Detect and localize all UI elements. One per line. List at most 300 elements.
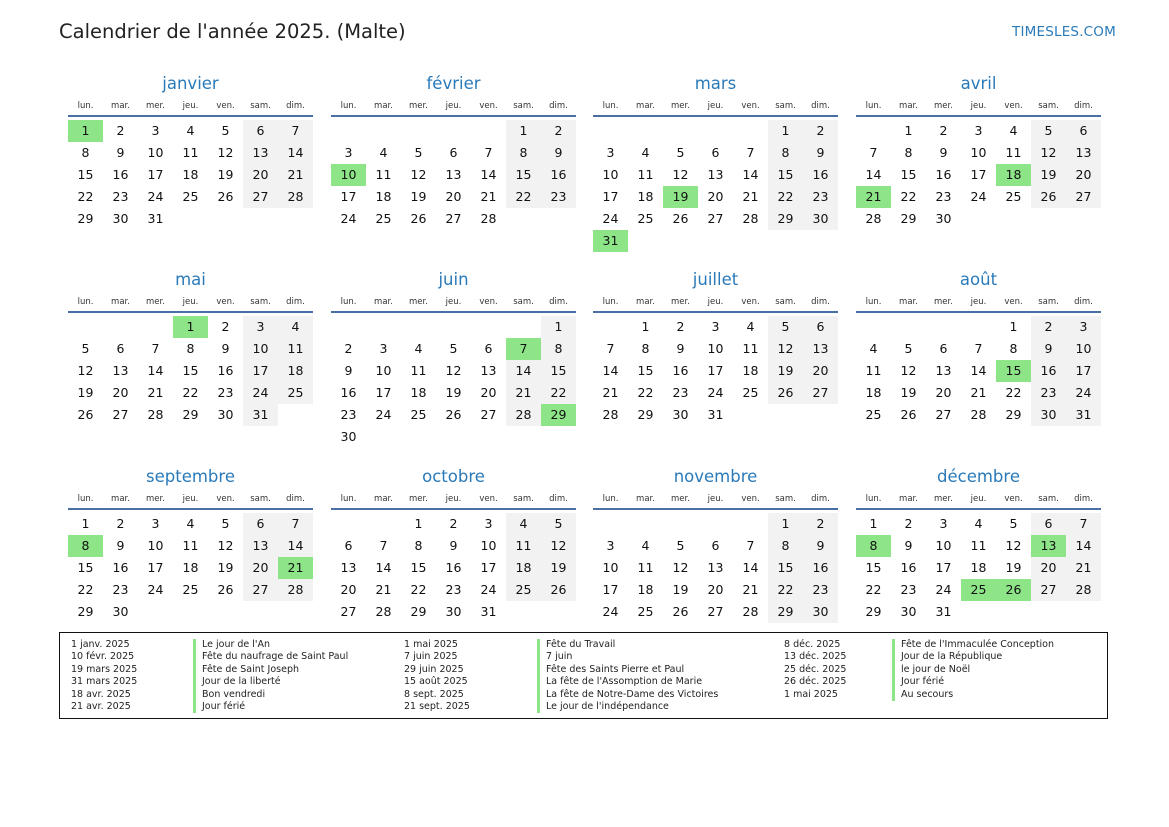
month-title: juin	[438, 270, 469, 289]
day-cell: 11	[637, 167, 654, 182]
day-cell: 18	[970, 560, 987, 575]
day-cell: 11	[182, 538, 199, 553]
day-cell: 19	[900, 385, 917, 400]
holiday-day-cell: 21	[278, 557, 313, 579]
day-cell: 29	[1005, 407, 1022, 422]
day-cell: 27	[803, 382, 838, 404]
day-cell: 23	[340, 407, 357, 422]
legend-date: 1 mai 2025	[784, 688, 838, 700]
day-cell: 24	[243, 382, 278, 404]
day-cell: 15	[865, 560, 882, 575]
day-cell: 14	[865, 167, 882, 182]
weekday-label: mer.	[409, 101, 428, 111]
day-cell: 3	[379, 341, 388, 356]
empty-cell	[593, 316, 628, 338]
weekday-label: dim.	[1074, 101, 1093, 111]
weekday-label: lun.	[865, 101, 882, 111]
day-cell: 22	[77, 582, 94, 597]
day-cell: 26	[541, 579, 576, 601]
days-grid	[68, 513, 313, 623]
day-cell: 3	[151, 516, 160, 531]
month-novembre	[593, 465, 838, 623]
empty-cell	[891, 316, 926, 338]
weekday-label: mer.	[934, 494, 953, 504]
weekday-label: dim.	[549, 297, 568, 307]
day-cell: 23	[1031, 382, 1066, 404]
day-cell: 9	[676, 341, 685, 356]
day-cell: 18	[182, 167, 199, 182]
empty-cell	[593, 120, 628, 142]
month-title: août	[959, 270, 998, 289]
day-cell: 9	[221, 341, 230, 356]
day-cell: 5	[676, 538, 685, 553]
empty-cell	[401, 120, 436, 142]
day-cell: 21	[742, 189, 759, 204]
days-grid	[68, 120, 313, 230]
day-cell: 1	[1009, 319, 1018, 334]
weekday-label: lun.	[340, 297, 357, 307]
day-cell: 19	[445, 385, 462, 400]
day-cell: 9	[803, 142, 838, 164]
empty-cell	[663, 513, 698, 535]
legend-dates-col-1	[71, 639, 137, 713]
day-cell: 13	[480, 363, 497, 378]
weekday-label: lun.	[77, 101, 94, 111]
weekday-label: dim.	[286, 297, 305, 307]
day-cell: 22	[865, 582, 882, 597]
holiday-day-cell: 1	[173, 316, 208, 338]
empty-cell	[436, 120, 471, 142]
day-cell: 4	[379, 145, 388, 160]
day-cell: 30	[112, 211, 129, 226]
day-cell: 30	[340, 429, 357, 444]
day-cell: 19	[410, 189, 427, 204]
day-cell: 2	[344, 341, 353, 356]
day-cell: 11	[182, 145, 199, 160]
weekday-label: mar.	[374, 494, 393, 504]
day-cell: 22	[768, 186, 803, 208]
weekday-label: dim.	[811, 494, 830, 504]
day-cell: 31	[147, 211, 164, 226]
weekday-label: sam.	[1038, 494, 1059, 504]
day-cell: 30	[445, 604, 462, 619]
day-cell: 24	[602, 604, 619, 619]
day-cell: 17	[243, 360, 278, 382]
day-cell: 10	[935, 538, 952, 553]
weekday-label: dim.	[549, 101, 568, 111]
day-cell: 10	[147, 145, 164, 160]
day-cell: 8	[414, 538, 423, 553]
day-cell: 31	[1066, 404, 1101, 426]
day-cell: 25	[742, 385, 759, 400]
weekday-label: dim.	[286, 494, 305, 504]
day-cell: 24	[707, 385, 724, 400]
day-cell: 1	[869, 516, 878, 531]
day-cell: 14	[1066, 535, 1101, 557]
month-title: septembre	[146, 467, 235, 486]
day-cell: 28	[1066, 579, 1101, 601]
weekday-label: jeu.	[707, 101, 724, 111]
day-cell: 14	[602, 363, 619, 378]
day-cell: 12	[217, 538, 234, 553]
day-cell: 5	[449, 341, 458, 356]
month-mars	[593, 72, 838, 252]
day-cell: 6	[449, 145, 458, 160]
month-janvier	[68, 72, 313, 230]
legend-holiday-name: La fête de Notre-Dame des Victoires	[537, 689, 718, 701]
weekday-label: sam.	[1038, 101, 1059, 111]
day-cell: 15	[77, 167, 94, 182]
weekday-label: jeu.	[182, 297, 199, 307]
day-cell: 3	[974, 123, 983, 138]
holiday-day-cell: 15	[996, 360, 1031, 382]
day-cell: 25	[1005, 189, 1022, 204]
weekday-label: mer.	[671, 101, 690, 111]
page-title: Calendrier de l'année 2025. (Malte)	[59, 20, 406, 43]
days-grid	[331, 513, 576, 623]
day-cell: 20	[935, 385, 952, 400]
day-cell: 20	[1031, 557, 1066, 579]
month-septembre	[68, 465, 313, 623]
day-cell: 23	[217, 385, 234, 400]
weekday-label: sam.	[775, 297, 796, 307]
day-cell: 20	[480, 385, 497, 400]
days-grid	[593, 316, 838, 426]
day-cell: 7	[869, 145, 878, 160]
day-cell: 29	[865, 604, 882, 619]
days-grid	[856, 316, 1101, 426]
day-cell: 19	[672, 582, 689, 597]
day-cell: 12	[672, 167, 689, 182]
day-cell: 9	[803, 535, 838, 557]
month-title: avril	[960, 74, 997, 93]
weekday-label: mar.	[636, 101, 655, 111]
day-cell: 23	[445, 582, 462, 597]
day-cell: 16	[112, 167, 129, 182]
weekday-label: lun.	[602, 297, 619, 307]
day-cell: 13	[707, 560, 724, 575]
day-cell: 24	[1066, 382, 1101, 404]
empty-cell	[926, 316, 961, 338]
holiday-day-cell: 1	[68, 120, 103, 142]
day-cell: 1	[904, 123, 913, 138]
day-cell: 28	[278, 186, 313, 208]
day-cell: 12	[445, 363, 462, 378]
month-title: novembre	[673, 467, 758, 486]
day-cell: 7	[379, 538, 388, 553]
day-cell: 7	[746, 145, 755, 160]
day-cell: 9	[904, 538, 913, 553]
day-cell: 30	[803, 208, 838, 230]
weekday-label: dim.	[286, 101, 305, 111]
day-cell: 3	[344, 145, 353, 160]
legend-names-col-2	[537, 639, 718, 713]
day-cell: 28	[278, 579, 313, 601]
month-divider	[856, 115, 1101, 117]
day-cell: 29	[768, 208, 803, 230]
legend-holiday-name: Au secours	[892, 689, 1054, 701]
day-cell: 2	[1031, 316, 1066, 338]
day-cell: 10	[147, 538, 164, 553]
brand-link[interactable]: TIMESLES.COM	[1012, 24, 1116, 40]
day-cell: 11	[742, 341, 759, 356]
legend-holiday-name: Fête de Saint Joseph	[193, 664, 348, 676]
legend-dates-col-2	[404, 639, 470, 713]
day-cell: 23	[803, 186, 838, 208]
day-cell: 24	[147, 189, 164, 204]
day-cell: 16	[340, 385, 357, 400]
day-cell: 14	[742, 560, 759, 575]
day-cell: 18	[742, 363, 759, 378]
day-cell: 2	[541, 120, 576, 142]
day-cell: 28	[742, 211, 759, 226]
legend-holiday-name: Jour férié	[892, 676, 1054, 688]
legend-date: 1 janv. 2025	[71, 639, 130, 650]
day-cell: 25	[182, 189, 199, 204]
day-cell: 6	[803, 316, 838, 338]
day-cell: 13	[445, 167, 462, 182]
holiday-day-cell: 29	[541, 404, 576, 426]
weekday-label: sam.	[513, 101, 534, 111]
weekday-header	[856, 99, 1101, 113]
day-cell: 22	[768, 579, 803, 601]
holiday-day-cell: 19	[663, 186, 698, 208]
weekday-label: mar.	[374, 101, 393, 111]
weekday-label: sam.	[250, 494, 271, 504]
day-cell: 13	[340, 560, 357, 575]
weekday-label: sam.	[775, 101, 796, 111]
day-cell: 19	[1031, 164, 1066, 186]
day-cell: 8	[1009, 341, 1018, 356]
day-cell: 19	[768, 360, 803, 382]
day-cell: 21	[480, 189, 497, 204]
holiday-day-cell: 25	[961, 579, 996, 601]
day-cell: 5	[221, 123, 230, 138]
day-cell: 24	[375, 407, 392, 422]
day-cell: 17	[340, 189, 357, 204]
day-cell: 12	[410, 167, 427, 182]
day-cell: 15	[900, 167, 917, 182]
day-cell: 20	[445, 189, 462, 204]
day-cell: 26	[672, 604, 689, 619]
day-cell: 23	[541, 186, 576, 208]
weekday-label: lun.	[77, 494, 94, 504]
empty-cell	[961, 316, 996, 338]
legend-date: 21 sept. 2025	[404, 700, 470, 712]
holiday-day-cell: 8	[68, 535, 103, 557]
weekday-label: lun.	[865, 494, 882, 504]
day-cell: 20	[1066, 164, 1101, 186]
weekday-header	[331, 99, 576, 113]
day-cell: 24	[935, 582, 952, 597]
day-cell: 19	[217, 167, 234, 182]
day-cell: 22	[637, 385, 654, 400]
day-cell: 17	[147, 560, 164, 575]
day-cell: 30	[803, 601, 838, 623]
day-cell: 11	[506, 535, 541, 557]
day-cell: 14	[278, 142, 313, 164]
day-cell: 9	[344, 363, 353, 378]
legend-date: 21 avr. 2025	[71, 700, 131, 712]
legend-holiday-name: Le jour de l'indépendance	[537, 701, 718, 713]
weekday-label: lun.	[340, 494, 357, 504]
legend-names-col-3	[892, 639, 1054, 701]
weekday-label: jeu.	[707, 297, 724, 307]
weekday-label: sam.	[1038, 297, 1059, 307]
day-cell: 9	[939, 145, 948, 160]
day-cell: 1	[768, 513, 803, 535]
day-cell: 10	[480, 538, 497, 553]
empty-cell	[366, 513, 401, 535]
weekday-label: mer.	[146, 297, 165, 307]
weekday-label: jeu.	[707, 494, 724, 504]
day-cell: 21	[278, 164, 313, 186]
weekday-label: jeu.	[970, 494, 987, 504]
day-cell: 16	[541, 164, 576, 186]
day-cell: 15	[768, 164, 803, 186]
month-divider	[68, 508, 313, 510]
weekday-label: jeu.	[445, 101, 462, 111]
days-grid	[331, 120, 576, 230]
empty-cell	[366, 120, 401, 142]
day-cell: 7	[974, 341, 983, 356]
legend-date: 15 août 2025	[404, 676, 468, 688]
weekday-label: mar.	[374, 297, 393, 307]
day-cell: 16	[217, 363, 234, 378]
day-cell: 27	[243, 186, 278, 208]
day-cell: 14	[278, 535, 313, 557]
empty-cell	[331, 120, 366, 142]
month-title: mars	[694, 74, 737, 93]
day-cell: 18	[410, 385, 427, 400]
day-cell: 23	[900, 582, 917, 597]
day-cell: 21	[147, 385, 164, 400]
day-cell: 5	[768, 316, 803, 338]
weekday-label: mar.	[899, 297, 918, 307]
weekday-header	[593, 492, 838, 506]
day-cell: 17	[707, 363, 724, 378]
weekday-label: mer.	[934, 101, 953, 111]
day-cell: 2	[939, 123, 948, 138]
day-cell: 2	[803, 513, 838, 535]
weekday-label: lun.	[602, 494, 619, 504]
day-cell: 2	[221, 319, 230, 334]
day-cell: 13	[803, 338, 838, 360]
day-cell: 21	[375, 582, 392, 597]
day-cell: 26	[1031, 186, 1066, 208]
legend-holiday-name: Fête de l'Immaculée Conception	[892, 639, 1054, 651]
weekday-label: lun.	[340, 101, 357, 111]
weekday-header	[856, 492, 1101, 506]
day-cell: 5	[676, 145, 685, 160]
day-cell: 18	[278, 360, 313, 382]
day-cell: 18	[637, 189, 654, 204]
weekday-label: ven.	[1004, 297, 1023, 307]
weekday-label: mer.	[146, 494, 165, 504]
weekday-label: mer.	[409, 494, 428, 504]
day-cell: 20	[340, 582, 357, 597]
day-cell: 7	[151, 341, 160, 356]
day-cell: 2	[449, 516, 458, 531]
weekday-label: mar.	[899, 494, 918, 504]
month-juillet	[593, 268, 838, 426]
day-cell: 13	[243, 535, 278, 557]
legend-date: 26 déc. 2025	[784, 676, 847, 688]
day-cell: 7	[746, 538, 755, 553]
day-cell: 27	[1031, 579, 1066, 601]
day-cell: 15	[410, 560, 427, 575]
day-cell: 29	[900, 211, 917, 226]
day-cell: 15	[768, 557, 803, 579]
day-cell: 26	[217, 189, 234, 204]
day-cell: 27	[707, 604, 724, 619]
day-cell: 8	[541, 338, 576, 360]
weekday-header	[856, 295, 1101, 309]
weekday-label: ven.	[741, 101, 760, 111]
day-cell: 22	[506, 186, 541, 208]
day-cell: 30	[112, 604, 129, 619]
legend-date: 19 mars 2025	[71, 663, 138, 675]
weekday-label: ven.	[479, 101, 498, 111]
month-title: mai	[175, 270, 206, 289]
month-title: juillet	[692, 270, 739, 289]
day-cell: 8	[768, 142, 803, 164]
weekday-header	[331, 295, 576, 309]
legend-date: 29 juin 2025	[404, 663, 464, 675]
day-cell: 12	[900, 363, 917, 378]
day-cell: 6	[116, 341, 125, 356]
day-cell: 10	[707, 341, 724, 356]
day-cell: 20	[243, 557, 278, 579]
day-cell: 10	[1066, 338, 1101, 360]
day-cell: 6	[711, 145, 720, 160]
weekday-label: sam.	[513, 297, 534, 307]
weekday-label: ven.	[741, 297, 760, 307]
legend-date: 25 déc. 2025	[784, 663, 847, 675]
day-cell: 12	[541, 535, 576, 557]
day-cell: 4	[414, 341, 423, 356]
month-title: décembre	[937, 467, 1020, 486]
day-cell: 10	[243, 338, 278, 360]
day-cell: 1	[81, 516, 90, 531]
day-cell: 12	[77, 363, 94, 378]
weekday-label: sam.	[250, 297, 271, 307]
day-cell: 29	[77, 604, 94, 619]
day-cell: 1	[506, 120, 541, 142]
day-cell: 28	[742, 604, 759, 619]
day-cell: 7	[606, 341, 615, 356]
weekday-label: ven.	[216, 297, 235, 307]
legend-holiday-name: Fête du Travail	[537, 639, 718, 651]
empty-cell	[856, 316, 891, 338]
day-cell: 21	[602, 385, 619, 400]
day-cell: 20	[707, 189, 724, 204]
empty-cell	[471, 316, 506, 338]
day-cell: 22	[900, 189, 917, 204]
weekday-label: dim.	[1074, 494, 1093, 504]
empty-cell	[366, 316, 401, 338]
weekday-label: mar.	[111, 297, 130, 307]
weekday-label: mar.	[111, 101, 130, 111]
day-cell: 16	[935, 167, 952, 182]
day-cell: 1	[414, 516, 423, 531]
day-cell: 2	[904, 516, 913, 531]
day-cell: 8	[904, 145, 913, 160]
day-cell: 11	[375, 167, 392, 182]
day-cell: 3	[243, 316, 278, 338]
day-cell: 3	[939, 516, 948, 531]
day-cell: 27	[243, 579, 278, 601]
